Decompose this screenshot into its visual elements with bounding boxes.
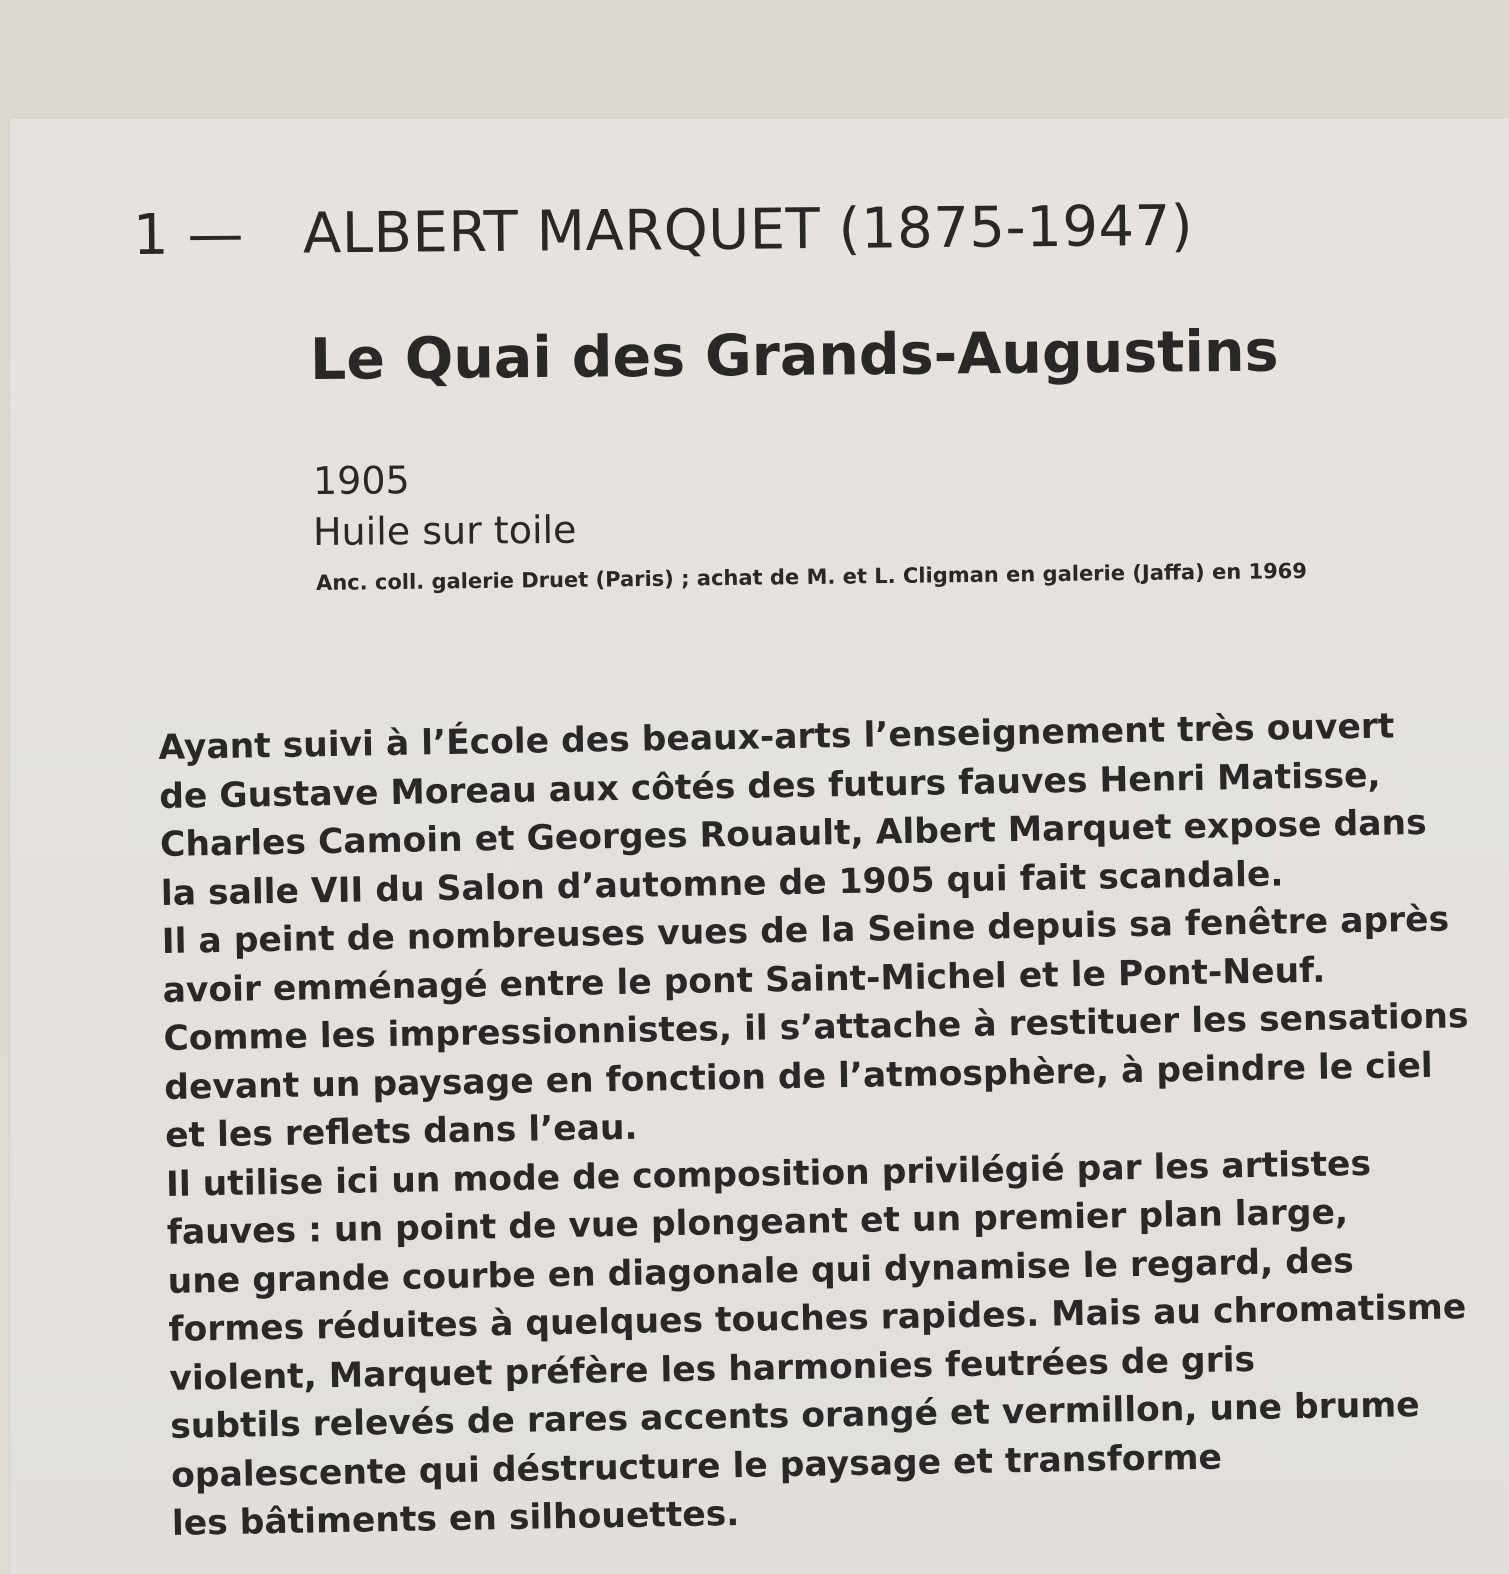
description-line: et les reflets dans l’eau. (164, 1107, 638, 1156)
description-line: devant un paysage en fonction de l’atmosphère, à peindre le ciel (163, 1045, 1433, 1108)
description-line: Charles Camoin et Georges Rouault, Albert Marquet expose dans (159, 802, 1427, 865)
description-line: les bâtiments en silhouettes. (171, 1493, 740, 1544)
description-line: une grande courbe en diagonale qui dynamise le regard, des (167, 1240, 1355, 1302)
description-line: Il a peint de nombreuses vues de la Seine depuis sa fenêtre après (161, 899, 1450, 962)
description-line: la salle VII du Salon d’automne de 1905 qui fait scandale. (160, 853, 1284, 914)
description-line: subtils relevés de rares accents orangé et vermillon, une brume (169, 1385, 1420, 1447)
artwork-medium: Huile sur toile (312, 507, 577, 554)
description-line: de Gustave Moreau aux côtés des futurs fauves Henri Matisse, (158, 755, 1381, 817)
artwork-number: 1 — (132, 202, 245, 268)
artwork-provenance: Anc. coll. galerie Druet (Paris) ; achat de M. et L. Cligman en galerie (Jaffa) en 1969 (315, 558, 1308, 595)
description-line: formes réduites à quelques touches rapides. Mais au chromatisme (168, 1287, 1467, 1350)
artist-name: ALBERT MARQUET (1875-1947) (302, 193, 1194, 267)
artwork-heading (133, 194, 1194, 268)
artwork-description (158, 701, 1502, 1549)
description-line: Ayant suivi à l’École des beaux-arts l’enseignement très ouvert (158, 706, 1395, 768)
artwork-title: Le Quai des Grands-Augustins (309, 318, 1279, 393)
description-line: violent, Marquet préfère les harmonies feutrées de gris (169, 1339, 1256, 1399)
description-line: Il utilise ici un mode de composition privilégié par les artistes (165, 1143, 1372, 1205)
artwork-year: 1905 (312, 458, 410, 503)
description-line: Comme les impressionnistes, il s’attache à restituer les sensations (163, 996, 1469, 1059)
description-line: avoir emménagé entre le pont Saint-Michel et le Pont-Neuf. (162, 950, 1326, 1011)
description-line: opalescente qui déstructure le paysage et transforme (170, 1437, 1223, 1496)
description-line: fauves : un point de vue plongeant et un premier plan large, (166, 1192, 1349, 1253)
